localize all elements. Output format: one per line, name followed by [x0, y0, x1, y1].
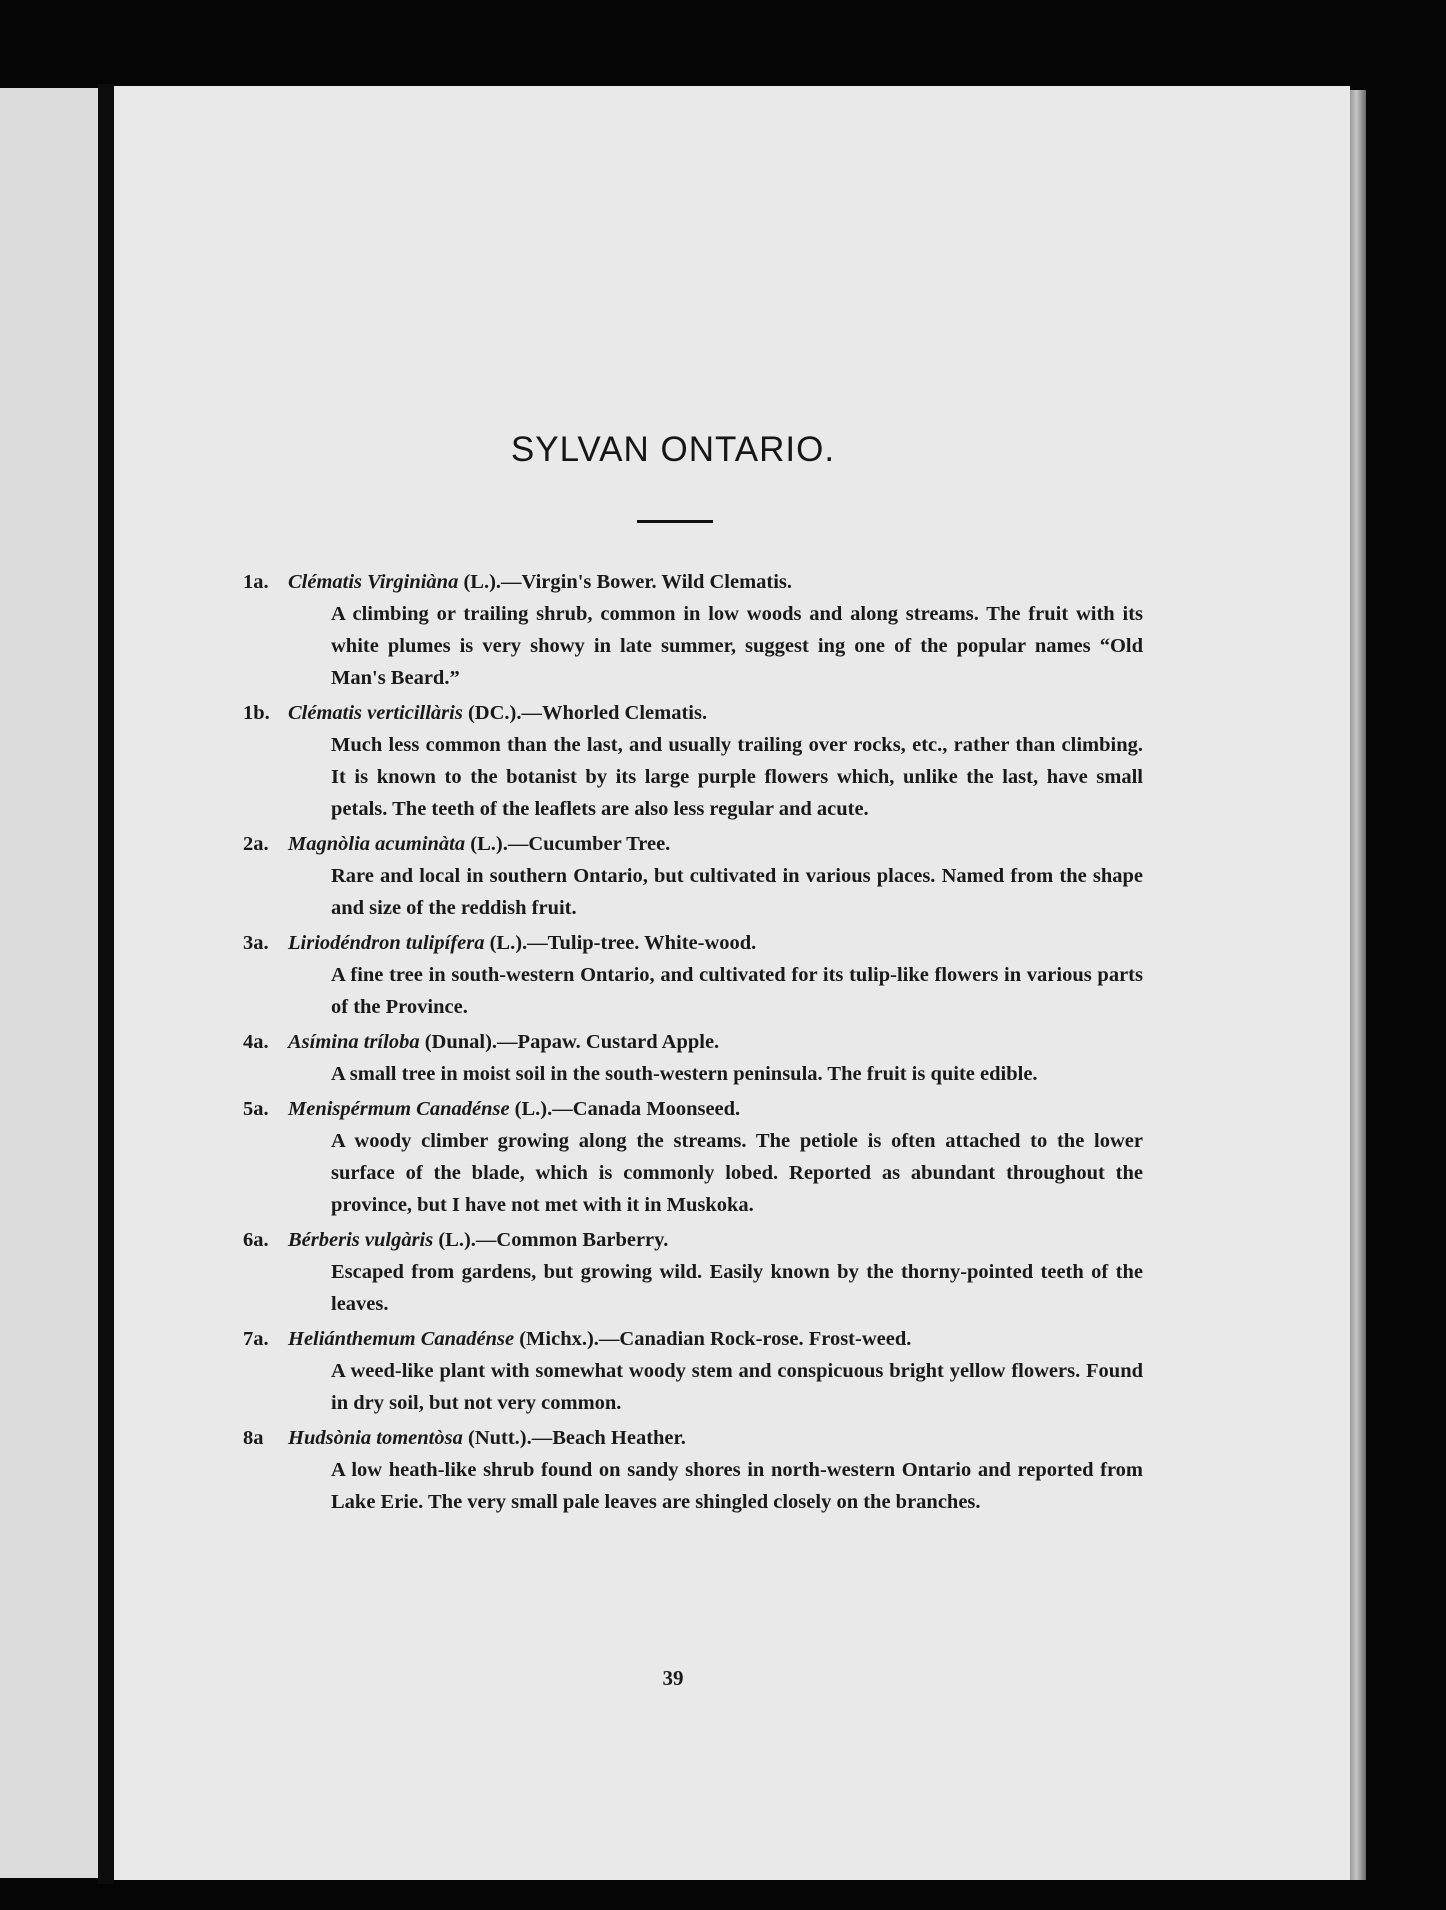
title-rule	[637, 520, 713, 523]
entry-heading	[233, 1093, 1143, 1125]
common-names: (L.).—Virgin's Bower. Wild Clematis.	[458, 571, 793, 593]
scientific-name: Menispérmum Canadénse	[288, 1098, 510, 1120]
species-entry-1b	[233, 697, 1143, 825]
common-names: (Dunal).—Papaw. Custard Apple.	[419, 1031, 720, 1053]
entry-number: 5a.	[243, 1098, 269, 1120]
species-entry-6a	[233, 1224, 1143, 1320]
common-names: (DC.).—Whorled Clematis.	[462, 702, 708, 724]
scientific-name: Magnòlia acuminàta	[288, 833, 466, 855]
entry-heading	[233, 1323, 1143, 1355]
species-entry-3a	[233, 927, 1143, 1023]
species-list	[233, 566, 1143, 1521]
entry-description: A woody climber growing along the streams. The petiole is often attached to the lower surface of the blade, which is commonly lobed. Reported as abundant throughout the province, but I have not met with it in Muskoka.	[331, 1130, 1143, 1216]
entry-description: Much less common than the last, and usually trailing over rocks, etc., rather than climbing. It is known to the botanist by its large purple flowers which, unlike the last, have small petals. The teeth of the leaflets are also less regular and acute.	[331, 734, 1143, 820]
scientific-name: Clématis Virginiàna	[288, 571, 459, 593]
entry-number: 6a.	[243, 1229, 269, 1251]
scientific-name: Liriodéndron tulipífera	[288, 932, 485, 954]
entry-number: 1a.	[243, 571, 269, 593]
scientific-name: Bérberis vulgàris	[288, 1229, 434, 1251]
entry-heading	[233, 697, 1143, 729]
common-names: (Nutt.).—Beach Heather.	[462, 1427, 686, 1449]
species-entry-5a	[233, 1093, 1143, 1221]
species-entry-7a	[233, 1323, 1143, 1419]
species-entry-4a	[233, 1026, 1143, 1090]
book-spine	[98, 84, 114, 1884]
entry-description: A fine tree in south-western Ontario, and cultivated for its tulip-like flowers in various parts of the Province.	[331, 964, 1143, 1018]
entry-heading	[233, 1026, 1143, 1058]
entry-number: 7a.	[243, 1328, 269, 1350]
entry-description: A weed-like plant with somewhat woody stem and conspicuous bright yellow flowers. Found in dry soil, but not very common.	[331, 1360, 1143, 1414]
common-names: (Michx.).—Canadian Rock-rose. Frost-weed.	[514, 1328, 912, 1350]
entry-number: 3a.	[243, 932, 269, 954]
scientific-name: Hudsònia tomentòsa	[288, 1427, 463, 1449]
entry-heading	[233, 1224, 1143, 1256]
entry-number: 1b.	[243, 702, 270, 724]
entry-number: 4a.	[243, 1031, 269, 1053]
entry-description: A small tree in moist soil in the south-western peninsula. The fruit is quite edible.	[331, 1063, 1038, 1085]
entry-number: 8a	[243, 1427, 264, 1449]
entry-heading	[233, 566, 1143, 598]
scientific-name: Asímina tríloba	[288, 1031, 420, 1053]
scientific-name: Clématis verticillàris	[288, 702, 463, 724]
common-names: (L.).—Cucumber Tree.	[465, 833, 671, 855]
common-names: (L.).—Common Barberry.	[433, 1229, 669, 1251]
entry-heading	[233, 1422, 1143, 1454]
common-names: (L.).—Canada Moonseed.	[509, 1098, 741, 1120]
previous-page-edge	[0, 88, 98, 1878]
species-entry-1a	[233, 566, 1143, 694]
species-entry-2a	[233, 828, 1143, 924]
entry-heading	[233, 927, 1143, 959]
page-number: 39	[662, 1666, 684, 1690]
entry-heading	[233, 828, 1143, 860]
entry-number: 2a.	[243, 833, 269, 855]
page-title: SYLVAN ONTARIO.	[510, 430, 836, 469]
scientific-name: Heliánthemum Canadénse	[288, 1328, 515, 1350]
page-edge	[1350, 90, 1366, 1880]
common-names: (L.).—Tulip-tree. White-wood.	[484, 932, 757, 954]
entry-description: Escaped from gardens, but growing wild. Easily known by the thorny-pointed teeth of the leaves.	[331, 1261, 1143, 1315]
species-entry-8a	[233, 1422, 1143, 1518]
entry-description: A climbing or trailing shrub, common in low woods and along streams. The fruit with its white plumes is very showy in late summer, suggest ing one of the popular names “Old Man's Beard.”	[331, 603, 1143, 689]
entry-description: Rare and local in southern Ontario, but cultivated in various places. Named from the shape and size of the reddish fruit.	[331, 865, 1143, 919]
entry-description: A low heath-like shrub found on sandy shores in north-western Ontario and reported from Lake Erie. The very small pale leaves are shingled closely on the branches.	[331, 1459, 1143, 1513]
